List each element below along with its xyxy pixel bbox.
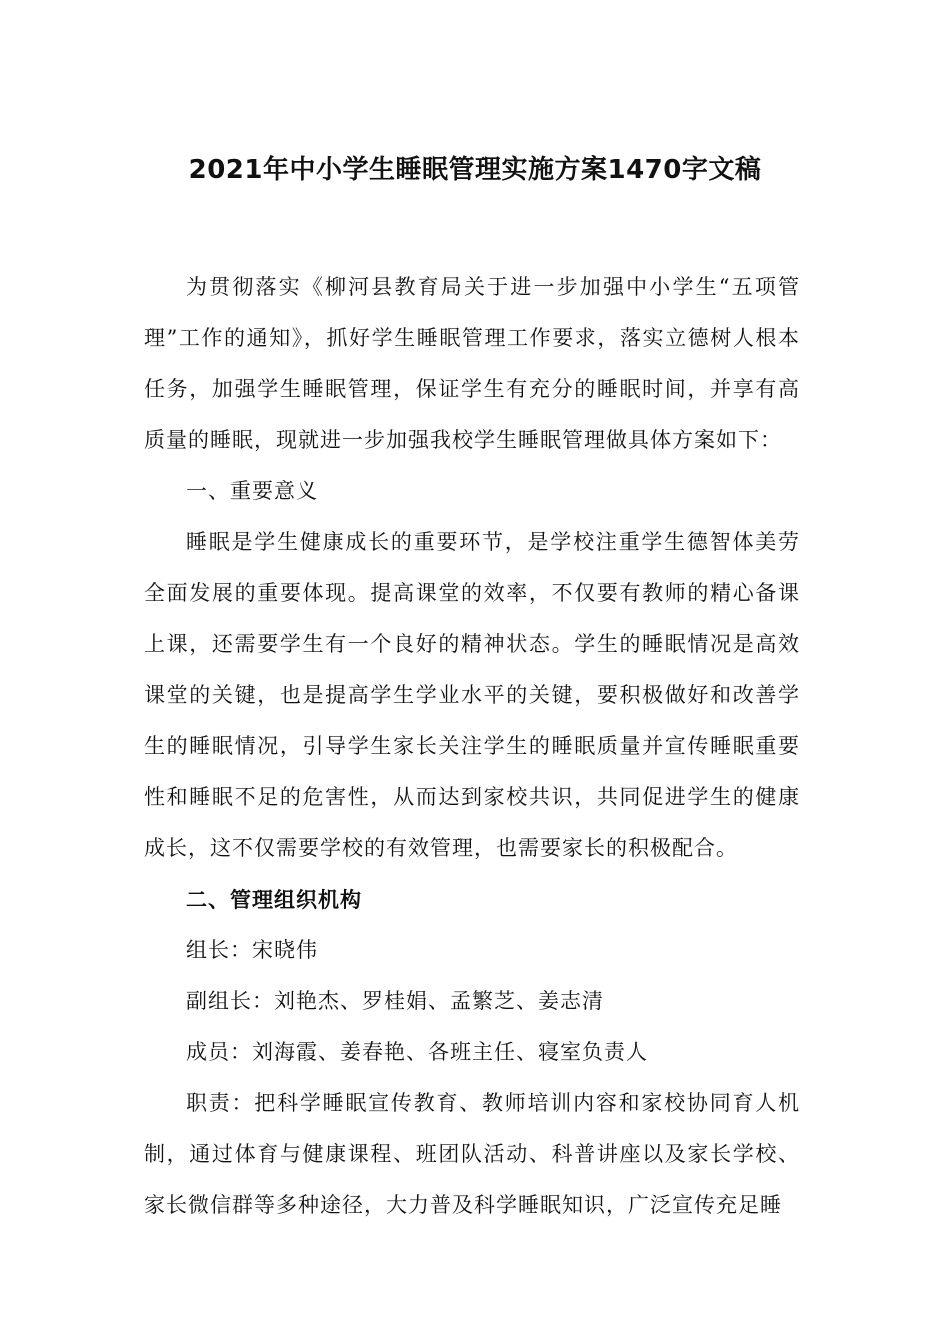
section-heading-organization: 二、管理组织机构 [186,887,362,912]
document-body [144,262,800,1231]
leader-line: 组长：宋晓伟 [186,938,318,962]
duties-paragraph: 职责：把科学睡眠宣传教育、教师培训内容和家校协同育人机制，通过体育与健康课程、班团队活动、科普讲座以及家长学校、家长微信群等多种途径，大力普及科学睡眠知识，广泛宣传充足睡 [144,1091,800,1217]
members-line: 成员：刘海霞、姜春艳、各班主任、寝室负责人 [186,1040,648,1064]
section-heading-importance: 一、重要意义 [186,479,318,503]
document-title: 2021年中小学生睡眠管理实施方案1470字文稿 [188,155,762,185]
deputy-leaders-line: 副组长：刘艳杰、罗桂娟、孟繁芝、姜志清 [186,989,604,1013]
importance-paragraph: 睡眠是学生健康成长的重要环节，是学校注重学生德智体美劳全面发展的重要体现。提高课堂的效率，不仅要有教师的精心备课上课，还需要学生有一个良好的精神状态。学生的睡眠情况是高效课堂的关键，也是提高学生学业水平的关键，要积极做好和改善学生的睡眠情况，引导学生家长关注学生的睡眠质量并宣传睡眠重要性和睡眠不足的危害性，从而达到家校共识，共同促进学生的健康成长，这不仅需要学校的有效管理，也需要家长的积极配合。 [144,530,800,860]
intro-paragraph: 为贯彻落实《柳河县教育局关于进一步加强中小学生“五项管理”工作的通知》，抓好学生睡眠管理工作要求，落实立德树人根本任务，加强学生睡眠管理，保证学生有充分的睡眠时间，并享有高质量的睡眠，现就进一步加强我校学生睡眠管理做具体方案如下： [144,275,800,452]
